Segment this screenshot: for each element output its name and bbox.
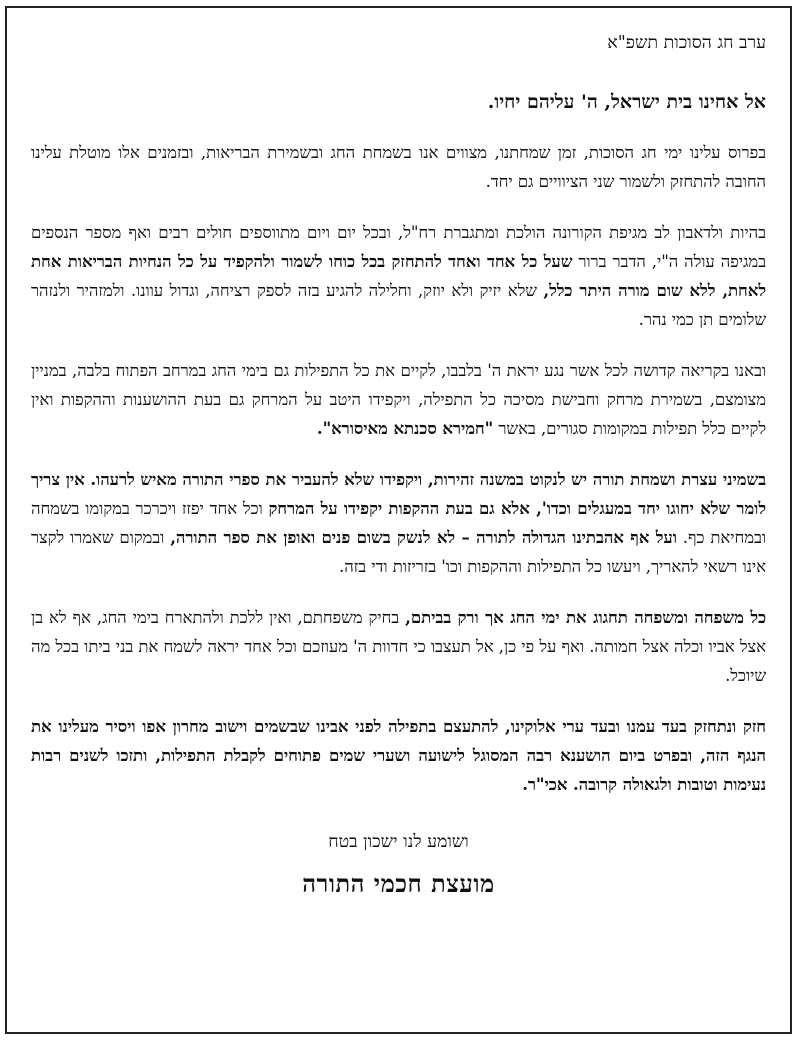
signature: מועצת חכמי התורה	[302, 869, 495, 898]
paragraph-4	[31, 465, 766, 581]
emphasized-text: שעל כל אחד ואחד להתחזק בכל כוחו לשמור ולהקפיד על כל הנחיות הבריאות אחת לאחת, ללא שום מורה היתר כלל,	[31, 251, 766, 300]
body-text: בהיות ולדאבון לב מגיפת הקורונה הולכת ומתגברת רח"ל, ובכל יום ויום מתווספים חולים רבים ואף מספר הנספים במגיפה עולה ה"י, הדבר ברור	[31, 223, 766, 271]
body-text: בחיק משפחתם, ואין ללכת ולהתארח בימי החג, אף לא בן אצל אביו וכלה אצל חמותה. ואף על פי כן, אל תעצבו כי חדוות ה' מעוזכם וכל אחד יראה לשמח את בני ביתו בכל מה שיוכל.	[31, 608, 766, 685]
paragraph-2	[31, 218, 766, 334]
address-line: אל אחינו בית ישראל, ה' עליהם יחיו.	[487, 91, 766, 113]
date-line: ערב חג הסוכות תשפ"א	[607, 33, 766, 53]
emphasized-text: כל משפחה ומשפחה תחגוג את ימי החג אך ורק בביתם,	[405, 607, 766, 627]
emphasized-text: בשמיני עצרת ושמחת תורה יש לנקוט במשנה זהירות, ויקפידו שלא להעביר את ספרי התורה מאיש לרעהו. אין צריך לומר שלא יחוגו יחד במעגלים וכדו', אלא גם בעת ההקפות יקפידו על המרחק	[31, 469, 766, 518]
emphasized-text: "חמירא סכנתא מאיסורא".	[316, 418, 494, 438]
body-text: בפרוס עלינו ימי חג הסוכות, זמן שמחתנו, מצווים אנו בשמחת החג ובשמירת הבריאות, ובזמנים אלו מוטלת עלינו החובה להתחזק ולשמור שני הציוויים גם יחד.	[31, 143, 766, 191]
paragraph-5	[31, 603, 766, 690]
body-text: וכל אחד יפזז ויכרכר במקומו בשמחה ובמחיאת כף.	[31, 499, 766, 547]
body-text: ובאנו בקריאה קדושה לכל אשר נגע יראת ה' בלבבו, לקיים את כל התפילות גם בימי החג במרחב הפתוח בלבה, במניין מצומצם, בשמירת מרחק וחבישת מסיכה כל התפילה, ויקפידו היטב על המרחק גם בעת ההושענות וההקפות ואין לקיים כלל תפילות במקומות סגורים, באשר	[31, 361, 766, 438]
body-text: ובמקום שאמרו לקצר אינו רשאי להאריך, ויעשו כל התפילות וההקפות וכו' בזריזות ודי בזה.	[31, 528, 766, 576]
letter-body	[31, 30, 766, 901]
body-text: שלא יזיק ולא יוזק, וחלילה להגיע בזה לספק רציחה, וגדול עוונו. ולמזהיר ולנזהר שלומים תן כמי נהר.	[31, 281, 766, 329]
paragraph-1	[31, 138, 766, 196]
closing-line: ושומע לנו ישכון בטח	[328, 832, 469, 852]
document-frame	[5, 6, 792, 1034]
paragraph-3	[31, 356, 766, 443]
paragraph-6	[31, 712, 766, 799]
emphasized-text: ועל אף אהבתינו הגדולה לתורה – לא לנשק בשום פנים ואופן את ספר התורה,	[170, 527, 677, 547]
emphasized-text: חזק ונתחזק בעד עמנו ובעד ערי אלוקינו, להתעצם בתפילה לפני אבינו שבשמים וישוב מחרון אפו ויסיר מעלינו את הנגף הזה, ובפרט ביום הושענא רבה המסוגל לישועה ושערי שמים פתוחים לקבלת התפילות, ותזכו לשנים רבות נעימות וטובות ולגאולה קרובה. אכי"ר.	[31, 716, 766, 794]
